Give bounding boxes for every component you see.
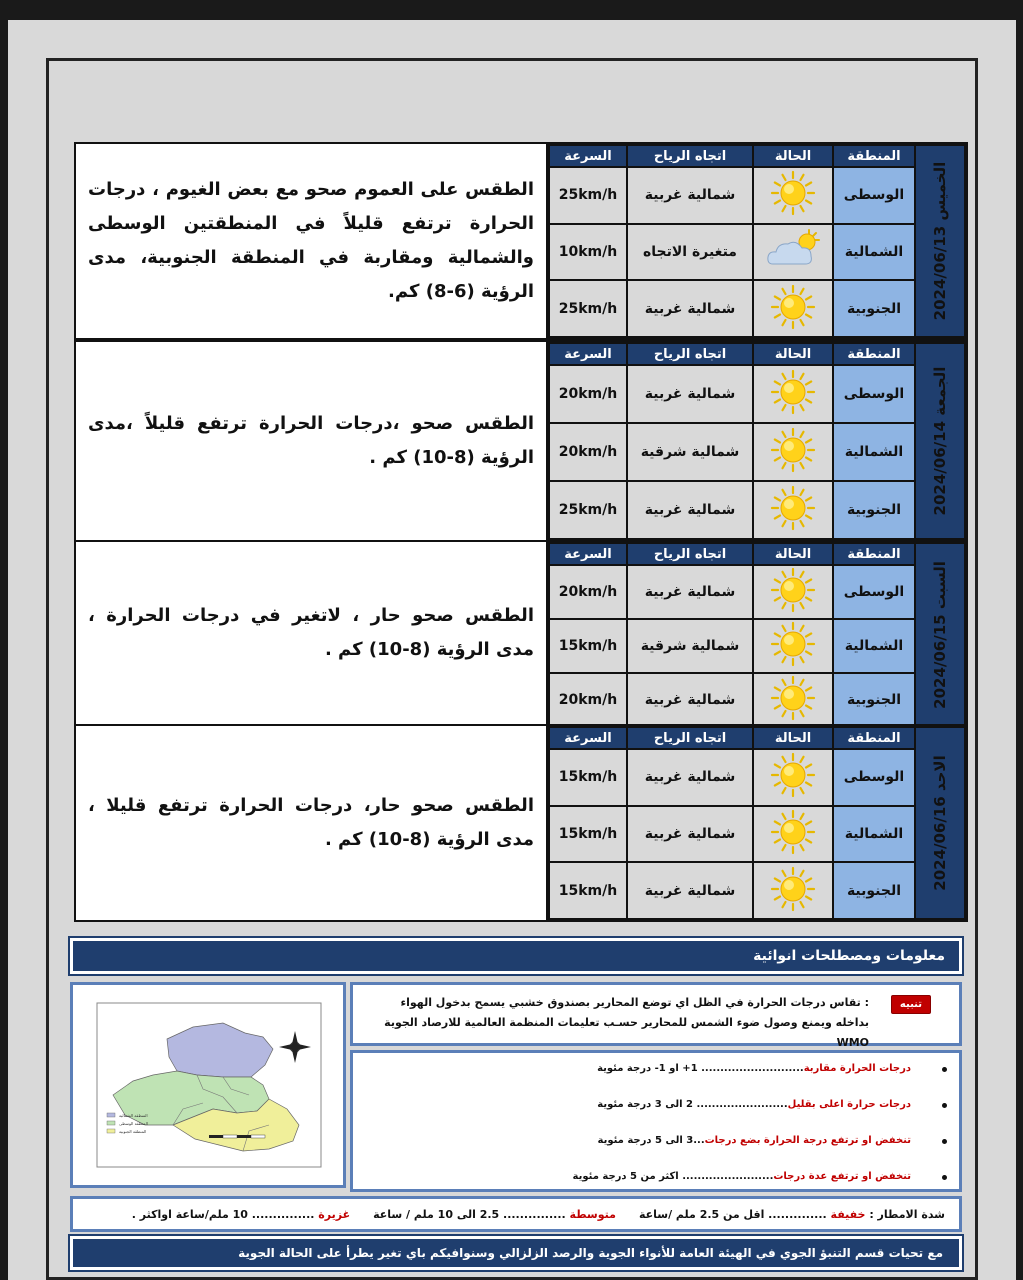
wind-direction: شمالية غربية	[627, 673, 753, 727]
term-value: ........................ 2 الى 3 درجة مئوية	[597, 1099, 788, 1110]
wind-speed: 20km/h	[549, 365, 627, 423]
date-cell	[915, 343, 965, 539]
wind-speed: 20km/h	[549, 423, 627, 481]
day-table	[548, 542, 966, 728]
day-forecast-block	[74, 724, 968, 922]
wind-direction: شمالية غربية	[627, 862, 753, 919]
wind-speed: 20km/h	[549, 673, 627, 727]
iraq-map	[73, 985, 343, 1185]
bullet-icon	[942, 1067, 947, 1072]
sun-icon	[753, 806, 833, 863]
date-cell	[915, 727, 965, 919]
info-title-banner	[70, 938, 962, 974]
wind-direction: شمالية غربية	[627, 167, 753, 224]
sun-icon	[753, 862, 833, 919]
header-speed: السرعة	[549, 343, 627, 365]
footer-banner	[70, 1236, 962, 1270]
wind-direction: شمالية غربية	[627, 365, 753, 423]
note-box	[350, 982, 962, 1049]
header-wind-direction: اتجاه الرياح	[627, 543, 753, 565]
rain-heavy-value: ............... 10 ملم/ساعة اواكثر .	[131, 1207, 315, 1221]
region-name: الجنوبية	[833, 862, 915, 919]
wind-speed: 15km/h	[549, 619, 627, 673]
term-value: ........................ اكثر من 5 درجة مئوية	[572, 1171, 774, 1182]
wind-direction: شمالية غربية	[627, 749, 753, 806]
wind-speed: 20km/h	[549, 565, 627, 619]
scale-bar	[209, 1135, 265, 1138]
header-wind-direction: اتجاه الرياح	[627, 727, 753, 749]
wind-speed: 15km/h	[549, 749, 627, 806]
sun-icon	[753, 423, 833, 481]
region-name: الوسطى	[833, 167, 915, 224]
region-name: الوسطى	[833, 365, 915, 423]
term-item	[597, 1063, 911, 1074]
region-name: الوسطى	[833, 565, 915, 619]
footer-text: مع تحيات قسم التنبؤ الجوي في الهيئة العامة للأنواء الجوية والرصد الزلزالي وسنوافيكم باي تغير يطرأ على الحالة الجوية	[238, 1246, 943, 1260]
term-value: ........................... 1+ او 1- درجة مئوية	[597, 1063, 804, 1074]
rain-moderate-value: ............... 2.5 الى 10 ملم / ساعة	[373, 1207, 566, 1221]
sun-icon	[753, 365, 833, 423]
wind-direction: شمالية شرقية	[627, 423, 753, 481]
sun-icon	[753, 280, 833, 337]
region-name: الشمالية	[833, 423, 915, 481]
sun-icon	[753, 749, 833, 806]
region-name: الجنوبية	[833, 280, 915, 337]
term-label: تنخفض او ترتفع درجة الحرارة بضع درجات	[704, 1135, 911, 1146]
legend-south: المنطقة الجنوبية	[119, 1129, 147, 1134]
wind-speed: 15km/h	[549, 806, 627, 863]
map-box	[70, 982, 346, 1188]
map-legend	[107, 1113, 148, 1134]
legend-north: المنطقة الشمالية	[119, 1113, 148, 1118]
term-item	[573, 1171, 911, 1182]
description-text: الطقس صحو حار، درجات الحرارة ترتفع قليلا ، مدى الرؤية (8-10) كم .	[88, 795, 534, 850]
region-name: الجنوبية	[833, 673, 915, 727]
term-value: ...3 الى 5 درجة مئوية	[597, 1135, 705, 1146]
wind-speed: 25km/h	[549, 167, 627, 224]
bullet-icon	[942, 1175, 947, 1180]
header-state: الحالة	[753, 343, 833, 365]
day-description	[76, 726, 548, 920]
header-region: المنطقة	[833, 145, 915, 167]
term-label: تنخفض او ترتفع عدة درجات	[773, 1171, 911, 1182]
legend-central: المنطقة الوسطى	[119, 1121, 148, 1126]
header-wind-direction: اتجاه الرياح	[627, 145, 753, 167]
note-badge: تنبيه	[891, 995, 931, 1014]
bullet-icon	[942, 1103, 947, 1108]
wind-direction: شمالية غربية	[627, 565, 753, 619]
day-table	[548, 726, 966, 920]
description-text: الطقس على العموم صحو مع بعض الغيوم ، درجات الحرارة ترتفع قليلاً في المنطقتين الوسطى والشمالية ومقاربة في المنطقة الجنوبية، مدى الرؤية (6-8) كم.	[88, 179, 534, 302]
wind-direction: شمالية غربية	[627, 806, 753, 863]
wind-direction: شمالية شرقية	[627, 619, 753, 673]
wind-direction: متغيرة الاتجاه	[627, 224, 753, 281]
wind-speed: 25km/h	[549, 481, 627, 539]
header-state: الحالة	[753, 727, 833, 749]
day-table	[548, 144, 966, 338]
day-forecast-block	[74, 340, 968, 542]
day-date: السبت 2024/06/15	[931, 561, 949, 709]
day-forecast-block	[74, 540, 968, 726]
term-item	[598, 1135, 911, 1146]
day-table	[548, 342, 966, 540]
header-speed: السرعة	[549, 727, 627, 749]
wind-speed: 10km/h	[549, 224, 627, 281]
header-region: المنطقة	[833, 727, 915, 749]
date-cell	[915, 543, 965, 727]
region-name: الجنوبية	[833, 481, 915, 539]
rain-light-value: .............. اقل من 2.5 ملم /ساعة	[638, 1207, 827, 1221]
sun-icon	[753, 167, 833, 224]
region-name: الشمالية	[833, 806, 915, 863]
day-description	[76, 342, 548, 540]
terms-box	[350, 1050, 962, 1192]
region-name: الشمالية	[833, 619, 915, 673]
sun-icon	[753, 673, 833, 727]
sun-icon	[753, 619, 833, 673]
header-speed: السرعة	[549, 145, 627, 167]
sun-icon	[753, 565, 833, 619]
header-speed: السرعة	[549, 543, 627, 565]
day-date: الخميس 2024/06/13	[931, 161, 949, 321]
header-region: المنطقة	[833, 343, 915, 365]
wind-direction: شمالية غربية	[627, 280, 753, 337]
rain-intensity-box	[70, 1196, 962, 1232]
day-forecast-block	[74, 142, 968, 340]
rain-moderate: متوسطة	[569, 1207, 616, 1221]
term-label: درجات الحرارة مقاربة	[803, 1063, 911, 1074]
note-text: : تقاس درجات الحرارة في الظل اي توضع المحارير بصندوق خشبي يسمح بدخول الهواء بداخله ويمنع وصول ضوء الشمس للمحارير حسـب تعليمات المنظمة العالمية للارصاد الجوية WMO	[384, 996, 869, 1049]
wind-speed: 25km/h	[549, 280, 627, 337]
header-wind-direction: اتجاه الرياح	[627, 343, 753, 365]
wind-direction: شمالية غربية	[627, 481, 753, 539]
partly-cloudy-icon	[753, 224, 833, 281]
rain-light: خفيفة	[830, 1207, 866, 1221]
header-region: المنطقة	[833, 543, 915, 565]
term-item	[597, 1099, 911, 1110]
description-text: الطقس صحو حار ، لاتغير في درجات الحرارة ، مدى الرؤية (8-10) كم .	[88, 605, 534, 660]
region-name: الشمالية	[833, 224, 915, 281]
description-text: الطقس صحو ،درجات الحرارة ترتفع قليلاً ،مدى الرؤية (8-10) كم .	[88, 413, 534, 468]
region-name: الوسطى	[833, 749, 915, 806]
term-label: درجات حرارة اعلى بقليل	[787, 1099, 911, 1110]
rain-heavy: غزيرة	[318, 1207, 351, 1221]
day-date: الجمعة 2024/06/14	[931, 366, 949, 516]
wind-speed: 15km/h	[549, 862, 627, 919]
header-state: الحالة	[753, 543, 833, 565]
day-date: الاحد 2024/06/16	[931, 755, 949, 891]
bullet-icon	[942, 1139, 947, 1144]
day-description	[76, 144, 548, 338]
rain-label: شدة الامطار :	[869, 1207, 945, 1221]
info-title: معلومات ومصطلحات انوائية	[753, 948, 945, 964]
day-description	[76, 542, 548, 724]
header-state: الحالة	[753, 145, 833, 167]
date-cell	[915, 145, 965, 337]
sun-icon	[753, 481, 833, 539]
